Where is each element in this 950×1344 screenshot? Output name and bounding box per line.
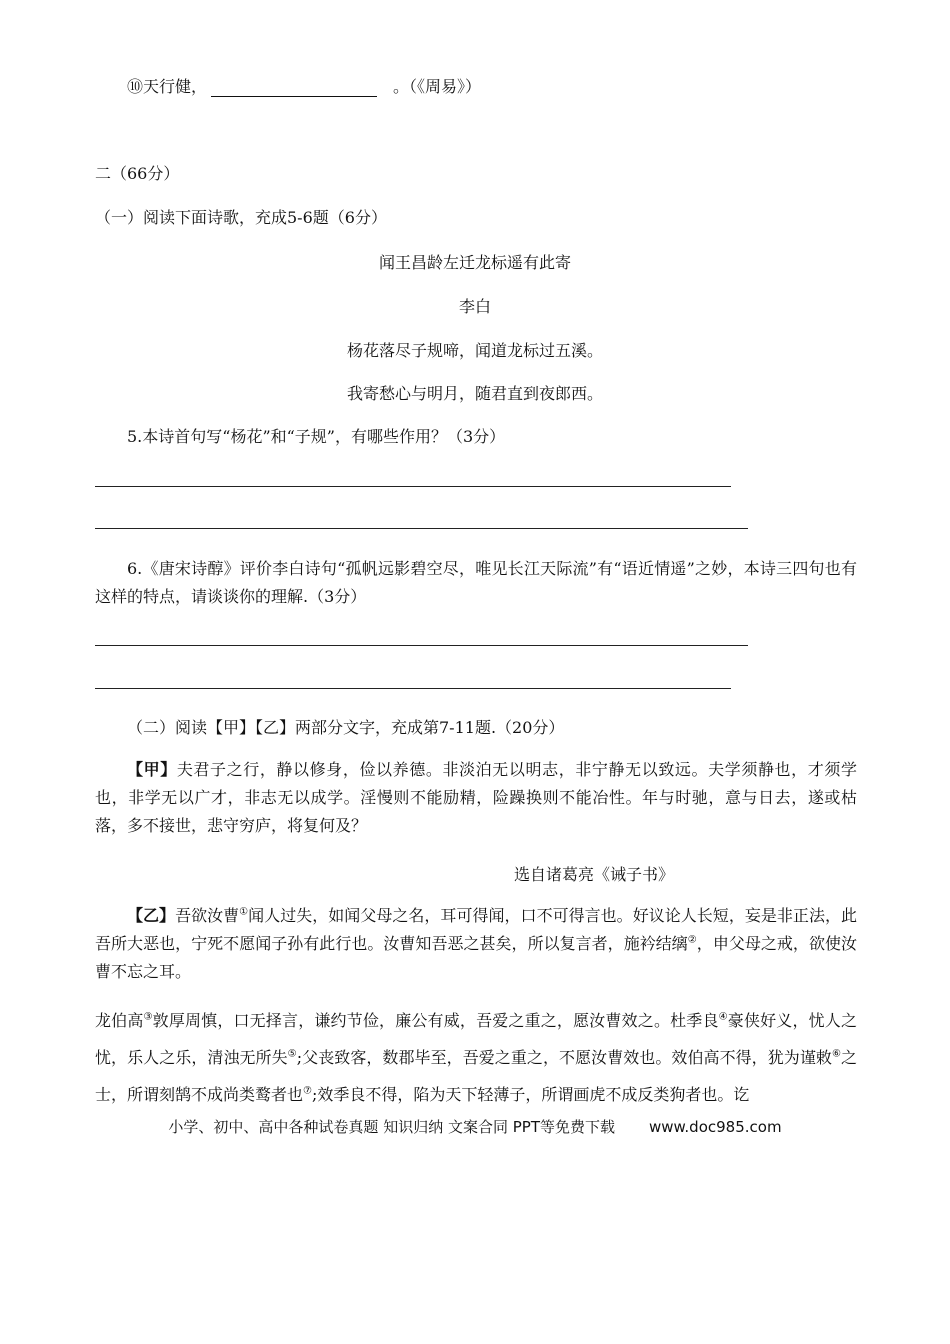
q10-prefix: ⑩天行健，: [127, 77, 208, 96]
question-6: 6.《唐宋诗醇》评价李白诗句“孤帆远影碧空尽，唯见长江天际流”有“语近情遥”之妙，本诗三四句也有这样的特点，请谈谈你的理解.（3分）: [95, 559, 857, 606]
passage-yi-text: ，申父母之戒，欲使汝曹不忘之耳。: [95, 934, 857, 981]
passage-yi-text: 敦厚周慎，口无择言，谦约节俭，廉公有威，吾爱之重之，愿汝曹效之。杜季良: [152, 1011, 719, 1030]
passage-yi-text: 吾欲汝曹: [175, 906, 240, 925]
passage-yi-text: 闻人过失，如闻父母之名，耳可得闻，口不可得言也。好议论人长短，妄是非正法，此吾所大恶也，宁死不愿闻子孙有此行也。汝曹知吾恶之甚矣，所以复言者，施衿结缡: [95, 906, 857, 953]
footnote-marker-7: ⑦: [303, 1085, 312, 1097]
footnote-marker-1: ①: [239, 906, 249, 918]
question-5: 5.本诗首句写“杨花”和“子规”，有哪些作用？（3分）: [127, 427, 506, 446]
q10-suffix: 。（《周易》）: [393, 77, 482, 96]
section-2-heading: 二（66分）: [95, 164, 180, 183]
passage-jia-source: 选自诸葛亮《诫子书》: [514, 865, 675, 884]
poem-line-1: 杨花落尽子规啼，闻道龙标过五溪。: [346, 341, 603, 360]
poem-title: 闻王昌龄左迁龙标遥有此寄: [378, 253, 571, 272]
part-2-intro: （二）阅读【甲】【乙】两部分文字，充成第7-11题.（20分）: [127, 718, 565, 737]
passage-yi-text: 豪侠好义，忧人之忧，乐人之乐，清浊无所失: [95, 1011, 857, 1067]
footnote-marker-5: ⑤: [287, 1048, 297, 1060]
q6-answer-line-2[interactable]: [95, 688, 731, 689]
footnote-marker-4: ④: [718, 1011, 728, 1023]
question-10: [127, 74, 481, 97]
page-footer: [0, 1116, 950, 1137]
passage-yi-text: 之士，所谓刻鹄不成尚类鹜者也: [95, 1048, 858, 1104]
q5-answer-line-2[interactable]: [95, 528, 748, 529]
poem-author: 李白: [458, 297, 491, 316]
footnote-marker-3: ③: [143, 1011, 153, 1023]
passage-yi-label: 【乙】: [127, 906, 176, 925]
footnote-marker-6: ⑥: [831, 1048, 841, 1060]
footer-text: 小学、初中、高中各种试卷真题 知识归纳 文案合同 PPT等免费下载: [168, 1118, 615, 1136]
passage-yi-text: ;效季良不得，陷为天下轻薄子，所谓画虎不成反类狗者也。讫: [311, 1085, 750, 1104]
passage-yi-paragraph-2: [95, 1002, 857, 1113]
passage-yi-text: 龙伯高: [95, 1011, 144, 1030]
footnote-marker-2: ②: [687, 934, 697, 946]
passage-jia: [95, 756, 857, 840]
passage-jia-text: 夫君子之行，静以修身，俭以养德。非淡泊无以明志，非宁静无以致远。夫学须静也，才须学也，非学无以广才，非志无以成学。淫慢则不能励精，险躁换则不能冶性。年与时驰，意与日去，遂或枯落，多不接世，悲守穷庐，将复何及？: [95, 760, 857, 835]
q6-answer-line-1[interactable]: [95, 645, 748, 646]
part-1-intro: （一）阅读下面诗歌，充成5-6题（6分）: [95, 208, 387, 227]
passage-yi-paragraph-1: [95, 902, 857, 986]
passage-yi-text: ;父丧致客，数郡毕至，吾爱之重之，不愿汝曹效也。效伯高不得，犹为谨敕: [296, 1048, 832, 1067]
q10-answer-blank[interactable]: [211, 78, 377, 97]
footer-site-link[interactable]: www.doc985.com: [648, 1118, 782, 1136]
q5-answer-line-1[interactable]: [95, 486, 731, 487]
poem-line-2: 我寄愁心与明月，随君直到夜郎西。: [346, 384, 603, 403]
passage-jia-label: 【甲】: [127, 760, 177, 779]
